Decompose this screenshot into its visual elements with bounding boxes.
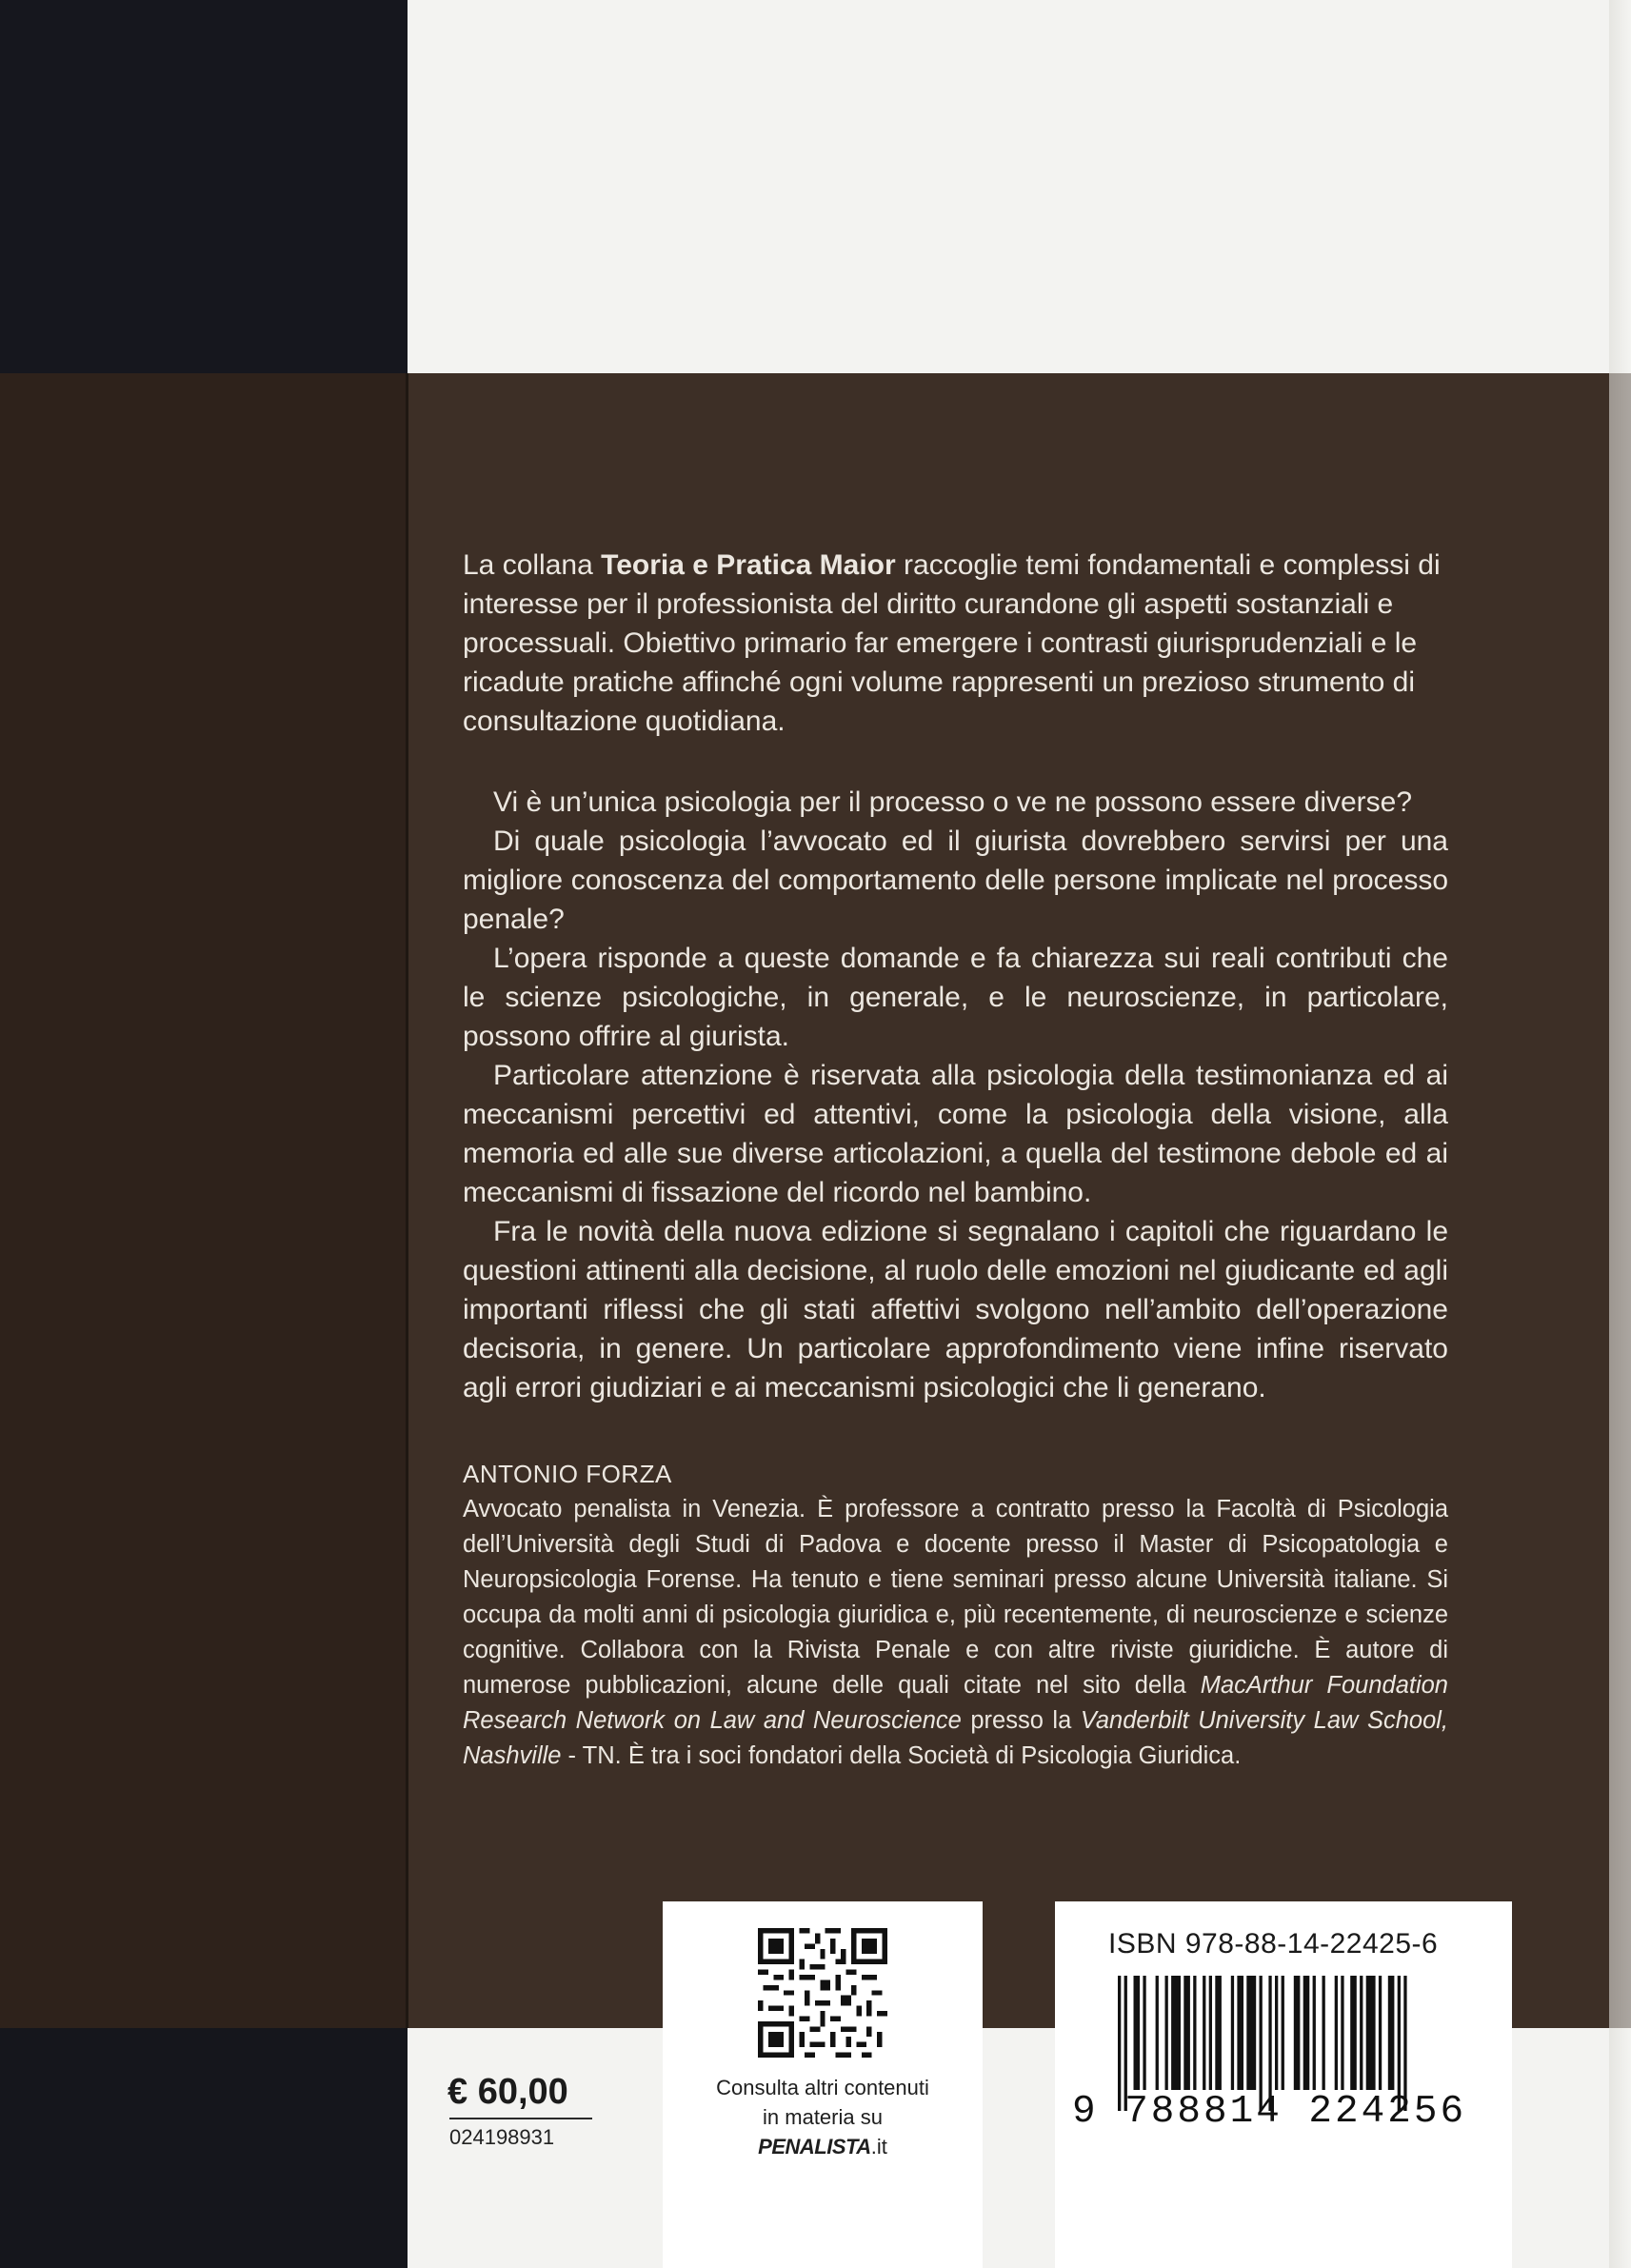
barcode-bar	[1303, 1976, 1310, 2090]
barcode-bar	[1388, 1976, 1395, 2090]
penalista-logo[interactable]	[663, 2132, 983, 2161]
isbn-barcode-box	[1055, 1901, 1512, 2268]
barcode-bar	[1193, 1976, 1196, 2090]
bio-part: - TN. È tra i soci fondatori della Società di Psicologia Giuridica.	[561, 1742, 1242, 1769]
barcode-bar	[1156, 1976, 1159, 2090]
intro-rest: raccoglie temi fondamentali e complessi di interesse per il professionista del diritto curandone gli aspetti sostanziali e processuali. Obiettivo primario far emergere i contrasti giurisprudenziali e le ricadute pratiche affinché ogni volume rappresenti un prezioso strumento di consultazione quotidiana.	[463, 549, 1441, 737]
barcode-bar	[1282, 1976, 1284, 2090]
price-code: 024198931	[449, 2125, 555, 2149]
top-right-white-block	[408, 0, 1631, 373]
bio-part: Avvocato penalista in Venezia. È professore a contratto presso la Facoltà di Psicologia dell’Università degli Studi di Padova e docente presso il Master di Psicopatologia e Neuropsicologia Forense. Ha tenuto e tiene seminari presso alcune Università italiane. Si occupa da molti anni di psicologia giuridica e, più recentemente, di neuroscienze e scienze cognitive. Collabora con la Rivista Penale e con altre riviste giuridiche. È autore di numerose pubblicazioni, alcune delle quali citate nel sito della	[463, 1496, 1448, 1699]
price-label	[448, 2059, 609, 2149]
description-paragraph: Fra le novità della nuova edizione si segnalano i capitoli che riguardano le questioni attinenti alla decisione, al ruolo delle emozioni nel giudicante ed agli importanti riflessi che gli stati affettivi svolgono nell’ambito dell’operazione decisoria, in genere. Un particolare approfondimento viene infine riservato agli errori giudiziari e ai meccanismi psicologici che li generano.	[463, 1216, 1448, 1403]
bio-italic: Vanderbilt University Law School, Nashville	[463, 1707, 1449, 1769]
description-paragraph: Di quale psicologia l’avvocato ed il giurista dovrebbero servirsi per una migliore conoscenza del comportamento delle persone implicate nel processo penale?	[463, 826, 1448, 935]
barcode-bar	[1313, 1976, 1316, 2090]
left-dark-brown-strip	[0, 373, 406, 2028]
barcode-bar	[1237, 1976, 1243, 2090]
qr-caption-line: Consulta altri contenuti	[716, 2076, 929, 2099]
qr-caption	[663, 2073, 983, 2161]
vertical-divider	[406, 373, 408, 2028]
series-intro	[463, 546, 1448, 741]
intro-lead: La collana	[463, 549, 602, 581]
brand-name: PENALISTA	[758, 2135, 871, 2159]
isbn-label: ISBN 978-88-14-22425-6	[1108, 1928, 1439, 1960]
barcode-bar	[1294, 1976, 1301, 2090]
barcode-bar	[1323, 1976, 1325, 2090]
book-edge-shading	[1609, 0, 1631, 2268]
barcode-bar	[1246, 1976, 1256, 2090]
description-paragraph: Vi è un’unica psicologia per il processo o ve ne possono essere diverse?	[493, 786, 1413, 818]
author-bio	[463, 1457, 1448, 1774]
barcode-bar	[1379, 1976, 1382, 2090]
barcode-bar	[1215, 1976, 1222, 2090]
barcode-bar	[1134, 1976, 1141, 2090]
qr-code-box	[663, 1901, 983, 2268]
barcode-bar	[1143, 1976, 1145, 2090]
price-rule	[449, 2118, 592, 2119]
top-left-navy-block	[0, 0, 408, 373]
barcode-bar	[1209, 1976, 1212, 2090]
series-name: Teoria e Pratica Maior	[601, 549, 896, 581]
bio-part: presso la	[961, 1707, 1081, 1734]
qr-caption-line: in materia su	[763, 2105, 883, 2129]
barcode-bar	[1171, 1976, 1181, 2090]
author-name: ANTONIO FORZA	[463, 1460, 672, 1488]
barcode-bar	[1335, 1976, 1338, 2090]
description-paragraph: Particolare attenzione è riservata alla psicologia della testimonianza ed ai meccanismi percettivi ed attentivi, come la psicologia della visione, alla memoria ed alle sue diverse articolazioni, a quella del testimone debole ed ai meccanismi di fissazione del ricordo nel bambino.	[463, 1060, 1448, 1208]
book-description	[463, 783, 1448, 1407]
brand-domain: .it	[870, 2135, 887, 2159]
barcode-bar	[1350, 1976, 1357, 2090]
bottom-left-navy-block	[0, 2028, 408, 2268]
bio-italic: MacArthur Foundation Research Network on Law and Neuroscience	[463, 1672, 1448, 1734]
price-amount: € 60,00	[448, 2072, 568, 2112]
author-bio-text	[463, 1492, 1448, 1774]
barcode-bar	[1165, 1976, 1168, 2090]
barcode-bar	[1231, 1976, 1234, 2090]
barcode-bar	[1203, 1976, 1205, 2090]
barcode-bar	[1366, 1976, 1376, 2090]
barcode-bar	[1360, 1976, 1362, 2090]
barcode-bar	[1341, 1976, 1343, 2090]
qr-code-icon[interactable]	[758, 1928, 887, 2058]
description-paragraph: L’opera risponde a queste domande e fa chiarezza sui reali contributi che le scienze psicologiche, in generale, e le neuroscienze, in particolare, possono offrire al giurista.	[463, 943, 1448, 1052]
barcode-digits: 9 788814 224256	[1072, 2090, 1467, 2134]
barcode-bar	[1183, 1976, 1190, 2090]
barcode-bar	[1275, 1976, 1278, 2090]
